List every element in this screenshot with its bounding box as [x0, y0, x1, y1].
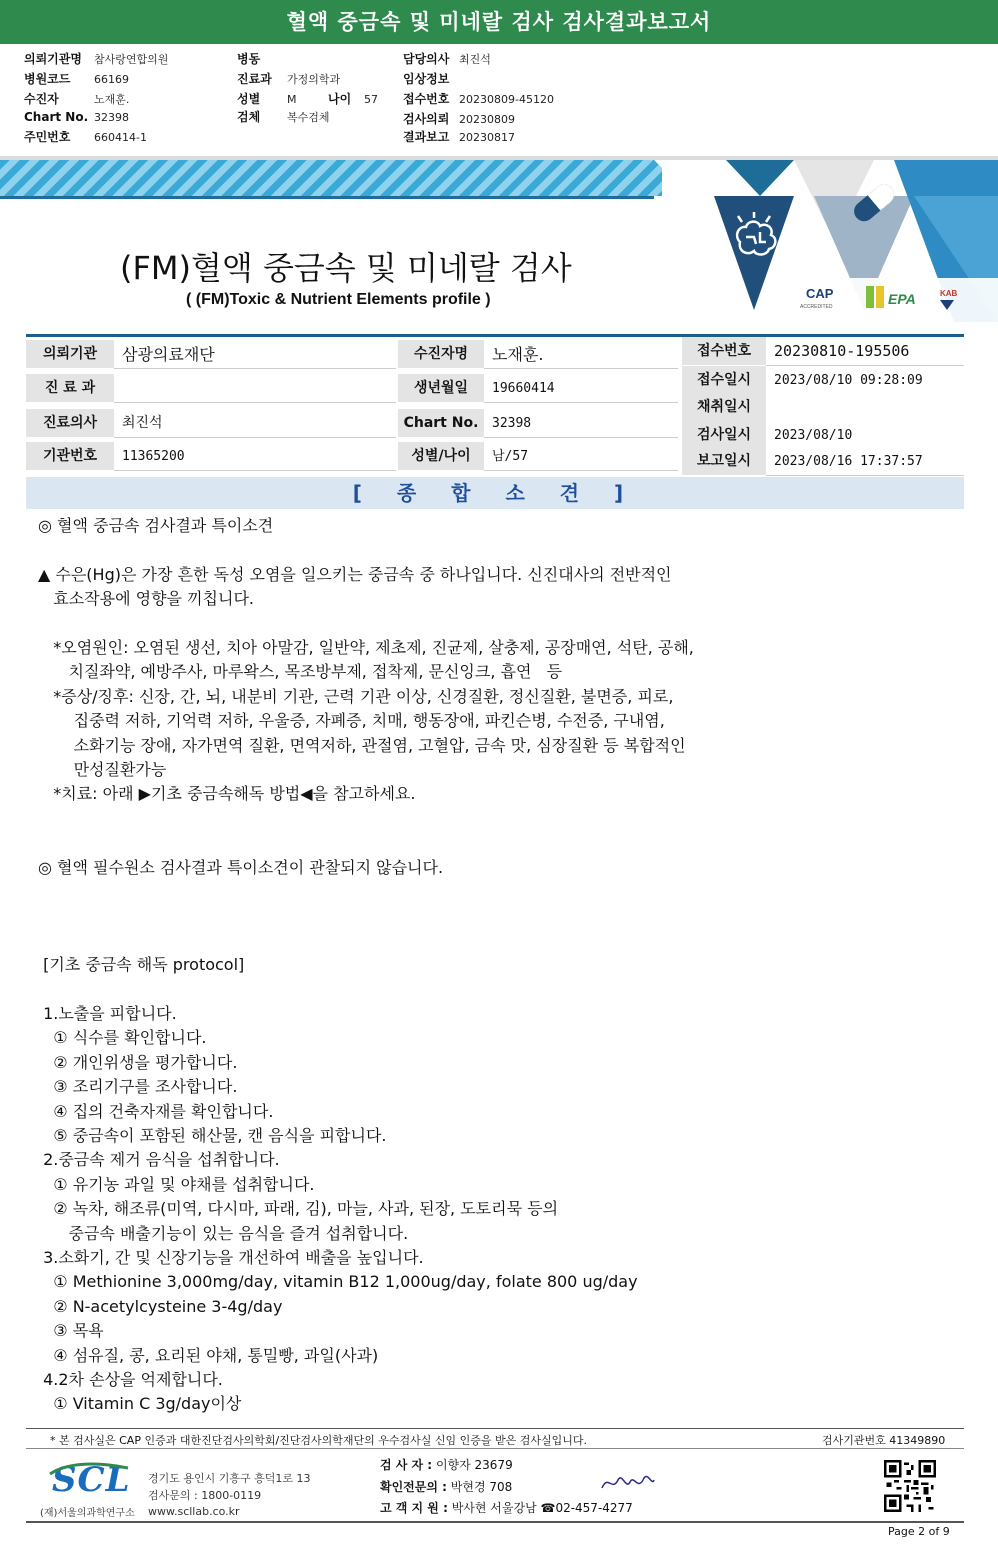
header-key: 임상정보 [403, 72, 450, 86]
patient-label: 진 료 과 [26, 374, 114, 403]
patient-label: 접수일시 [682, 366, 766, 395]
header-item [403, 50, 491, 67]
patient-label: Chart No. [398, 409, 484, 438]
info-key: 검 사 자 : [380, 1458, 433, 1472]
header-item [403, 110, 515, 127]
summary-line: ◎ 혈액 필수원소 검사결과 특이소견이 관찰되지 않습니다. [38, 857, 444, 877]
summary-line: 소화기능 장애, 자가면역 질환, 면역저하, 관절염, 고혈압, 금속 맛, 심장질환 등 복합적인 [38, 735, 686, 755]
summary-line: *증상/징후: 신장, 간, 뇌, 내분비 기관, 근력 기관 이상, 신경질환, 정신질환, 불면증, 피로, [38, 686, 674, 706]
patient-value: 32398 [484, 409, 678, 438]
header-item [237, 70, 340, 87]
summary-line: *오염원인: 오염된 생선, 치아 아말감, 일반약, 제초제, 진균제, 살충제, 공장매연, 석탄, 공해, [38, 638, 694, 657]
footer-info-row [380, 1456, 513, 1473]
patient-value: 남/57 [484, 442, 678, 471]
header-item [403, 128, 515, 145]
summary-title: [ 종 합 소 견 ] [26, 477, 964, 509]
summary-line: ① Methionine 3,000mg/day, vitamin B12 1,000ug/day, folate 800 ug/day [38, 1272, 638, 1292]
accreditation-note: * 본 검사실은 CAP 인증과 대한진단검사의학회/진단검사의학재단의 우수검사실 신임 인증을 받은 검사실입니다. [50, 1434, 588, 1447]
lab-inquiry: 검사문의 : 1800-0119 [148, 1489, 262, 1502]
scl-logo: SCL [52, 1460, 131, 1500]
patient-value: 19660414 [484, 374, 678, 403]
summary-line: ① 식수를 확인합니다. [38, 1028, 207, 1048]
header-key: 검사의뢰 [403, 112, 450, 126]
footer-info-row [380, 1478, 512, 1495]
decorative-stripe [0, 160, 662, 196]
patient-value: 삼광의료재단 [114, 340, 396, 369]
scl-institute-name: (재)서울의과학연구소 [40, 1508, 135, 1519]
report-subtitle: ( (FM)Toxic & Nutrient Elements profile ) [186, 291, 491, 308]
cap-logo-sub: ACCREDITED [800, 304, 833, 310]
header-key: 병동 [237, 52, 261, 66]
footer-divider [26, 1448, 964, 1449]
lab-address: 경기도 용인시 기흥구 흥덕1로 13 [148, 1472, 311, 1485]
summary-line: 중금속 배출기능이 있는 음식을 즐겨 섭취합니다. [38, 1223, 409, 1243]
patient-label: 채취일시 [682, 393, 766, 422]
header-key: 담당의사 [403, 52, 450, 66]
header-value: 32398 [94, 111, 129, 124]
summary-line: 2.중금속 제거 음식을 섭취합니다. [38, 1150, 280, 1170]
footer-info-row [380, 1499, 633, 1516]
summary-line: ② N-acetylcysteine 3-4g/day [38, 1296, 283, 1316]
patient-value [766, 393, 964, 422]
header-key: 의뢰기관명 [24, 52, 82, 66]
header-item [24, 70, 129, 87]
header-item [403, 90, 554, 107]
header-key: 성별 [237, 92, 261, 106]
header-key: 나이 [328, 92, 352, 106]
summary-line: 4.2차 손상을 억제합니다. [38, 1370, 223, 1389]
info-value: 박현경 708 [450, 1480, 513, 1494]
header-item [403, 70, 459, 87]
header-key: 병원코드 [24, 72, 71, 86]
summary-line: ⑤ 중금속이 포함된 해산물, 캔 음식을 피합니다. [38, 1126, 387, 1145]
decorative-banner-graphic [654, 160, 998, 322]
report-title: (FM)혈액 중금속 및 미네랄 검사 [120, 249, 572, 287]
info-key: 고 객 지 원 : [380, 1501, 448, 1515]
header-value: 66169 [94, 73, 129, 86]
patient-label: 기관번호 [26, 442, 114, 471]
report-header [0, 44, 998, 156]
patient-label: 접수번호 [682, 337, 766, 366]
header-item [237, 50, 287, 67]
header-value: 최진석 [459, 53, 491, 66]
qr-code [884, 1460, 936, 1512]
header-item [237, 108, 330, 125]
patient-label: 수진자명 [398, 340, 484, 369]
header-key: 진료과 [237, 72, 272, 86]
header-key: Chart No. [24, 110, 89, 124]
header-item [24, 90, 129, 107]
summary-line: 효소작용에 영향을 끼칩니다. [38, 589, 254, 609]
summary-line: 3.소화기, 간 및 신장기능을 개선하여 배출을 높입니다. [38, 1248, 424, 1267]
info-value: 박사현 서울강남 ☎02-457-4277 [451, 1501, 633, 1515]
header-value: 20230809-45120 [459, 93, 554, 106]
header-value: 20230809 [459, 113, 515, 126]
header-value: 노재훈. [94, 93, 130, 106]
patient-value: 최진석 [114, 409, 396, 438]
kab-logo: KAB [940, 289, 958, 298]
header-value: 660414-1 [94, 131, 147, 144]
header-item [237, 90, 297, 107]
patient-value: 20230810-195506 [766, 337, 964, 366]
header-value: 20230817 [459, 131, 515, 144]
patient-value: 2023/08/10 [766, 421, 964, 450]
org-number: 검사기관번호 41349890 [822, 1434, 946, 1447]
header-key: 주민번호 [24, 130, 71, 144]
header-key: 검체 [237, 110, 261, 124]
header-value: 복수검체 [287, 111, 330, 124]
patient-value [114, 374, 396, 403]
header-key: 접수번호 [403, 92, 450, 106]
summary-line: ◎ 혈액 중금속 검사결과 특이소견 [38, 516, 274, 535]
header-item [328, 90, 378, 107]
lm-logo [866, 286, 874, 308]
header-value: 참사랑연합의원 [94, 53, 169, 66]
summary-line: 치질좌약, 예방주사, 마루왁스, 목조방부제, 접착제, 문신잉크, 흡연 등 [38, 662, 563, 682]
summary-line: ④ 섬유질, 콩, 요리된 야채, 통밀빵, 과일(사과) [38, 1345, 379, 1365]
patient-label: 보고일시 [682, 447, 766, 476]
footer-top-line [26, 1428, 964, 1429]
signature [600, 1470, 656, 1496]
header-value: 가정의학과 [287, 73, 341, 86]
summary-line: 집중력 저하, 기억력 저하, 우울증, 자폐증, 치매, 행동장애, 파킨슨병, 수전증, 구내염, [38, 711, 665, 731]
page-number: Page 2 of 9 [888, 1525, 950, 1538]
summary-line: 만성질환가능 [38, 760, 167, 779]
patient-label: 성별/나이 [398, 442, 484, 471]
patient-value: 2023/08/16 17:37:57 [766, 447, 964, 476]
header-item [24, 128, 147, 145]
summary-line: ① 유기농 과일 및 야채를 섭취합니다. [38, 1174, 315, 1194]
summary-line: ③ 목욕 [38, 1321, 104, 1341]
patient-value: 2023/08/10 09:28:09 [766, 366, 964, 395]
summary-line: ④ 집의 건축자재를 확인합니다. [38, 1101, 274, 1121]
patient-value: 노재훈. [484, 340, 678, 369]
cap-logo: CAP [806, 286, 834, 301]
patient-label: 진료의사 [26, 409, 114, 438]
footer-bottom-line [26, 1521, 964, 1523]
patient-label: 생년월일 [398, 374, 484, 403]
decorative-stripe-line [0, 196, 662, 199]
header-value: M [287, 93, 297, 106]
summary-line: 1.노출을 피합니다. [38, 1004, 177, 1023]
patient-label: 의뢰기관 [26, 340, 114, 369]
report-banner: 혈액 중금속 및 미네랄 검사 검사결과보고서 [0, 0, 998, 44]
summary-line: [기초 중금속 해독 protocol] [38, 955, 245, 975]
header-key: 결과보고 [403, 130, 450, 144]
info-value: 이향자 23679 [435, 1458, 513, 1472]
patient-value: 11365200 [114, 442, 396, 471]
summary-line: ▲ 수은(Hg)은 가장 흔한 독성 오염을 일으키는 중금속 중 하나입니다. 신진대사의 전반적인 [38, 564, 672, 584]
summary-line: ② 녹차, 해조류(미역, 다시마, 파래, 김), 마늘, 사과, 된장, 도토리묵 등의 [38, 1199, 559, 1219]
summary-line: ① Vitamin C 3g/day이상 [38, 1394, 242, 1414]
summary-line: *치료: 아래 ▶기초 중금속해독 방법◀을 참고하세요. [38, 784, 416, 804]
header-item [24, 50, 168, 67]
epa-logo: EPA [888, 291, 916, 307]
scl-logo-swoosh [48, 1462, 130, 1476]
header-key: 수진자 [24, 92, 59, 106]
patient-label: 검사일시 [682, 421, 766, 450]
info-key: 확인전문의 : [380, 1480, 447, 1494]
lab-website[interactable]: www.scllab.co.kr [148, 1505, 240, 1518]
header-item [24, 110, 129, 124]
header-value: 57 [364, 93, 378, 106]
summary-line: ② 개인위생을 평가합니다. [38, 1052, 238, 1072]
summary-line: ③ 조리기구를 조사합니다. [38, 1077, 238, 1097]
